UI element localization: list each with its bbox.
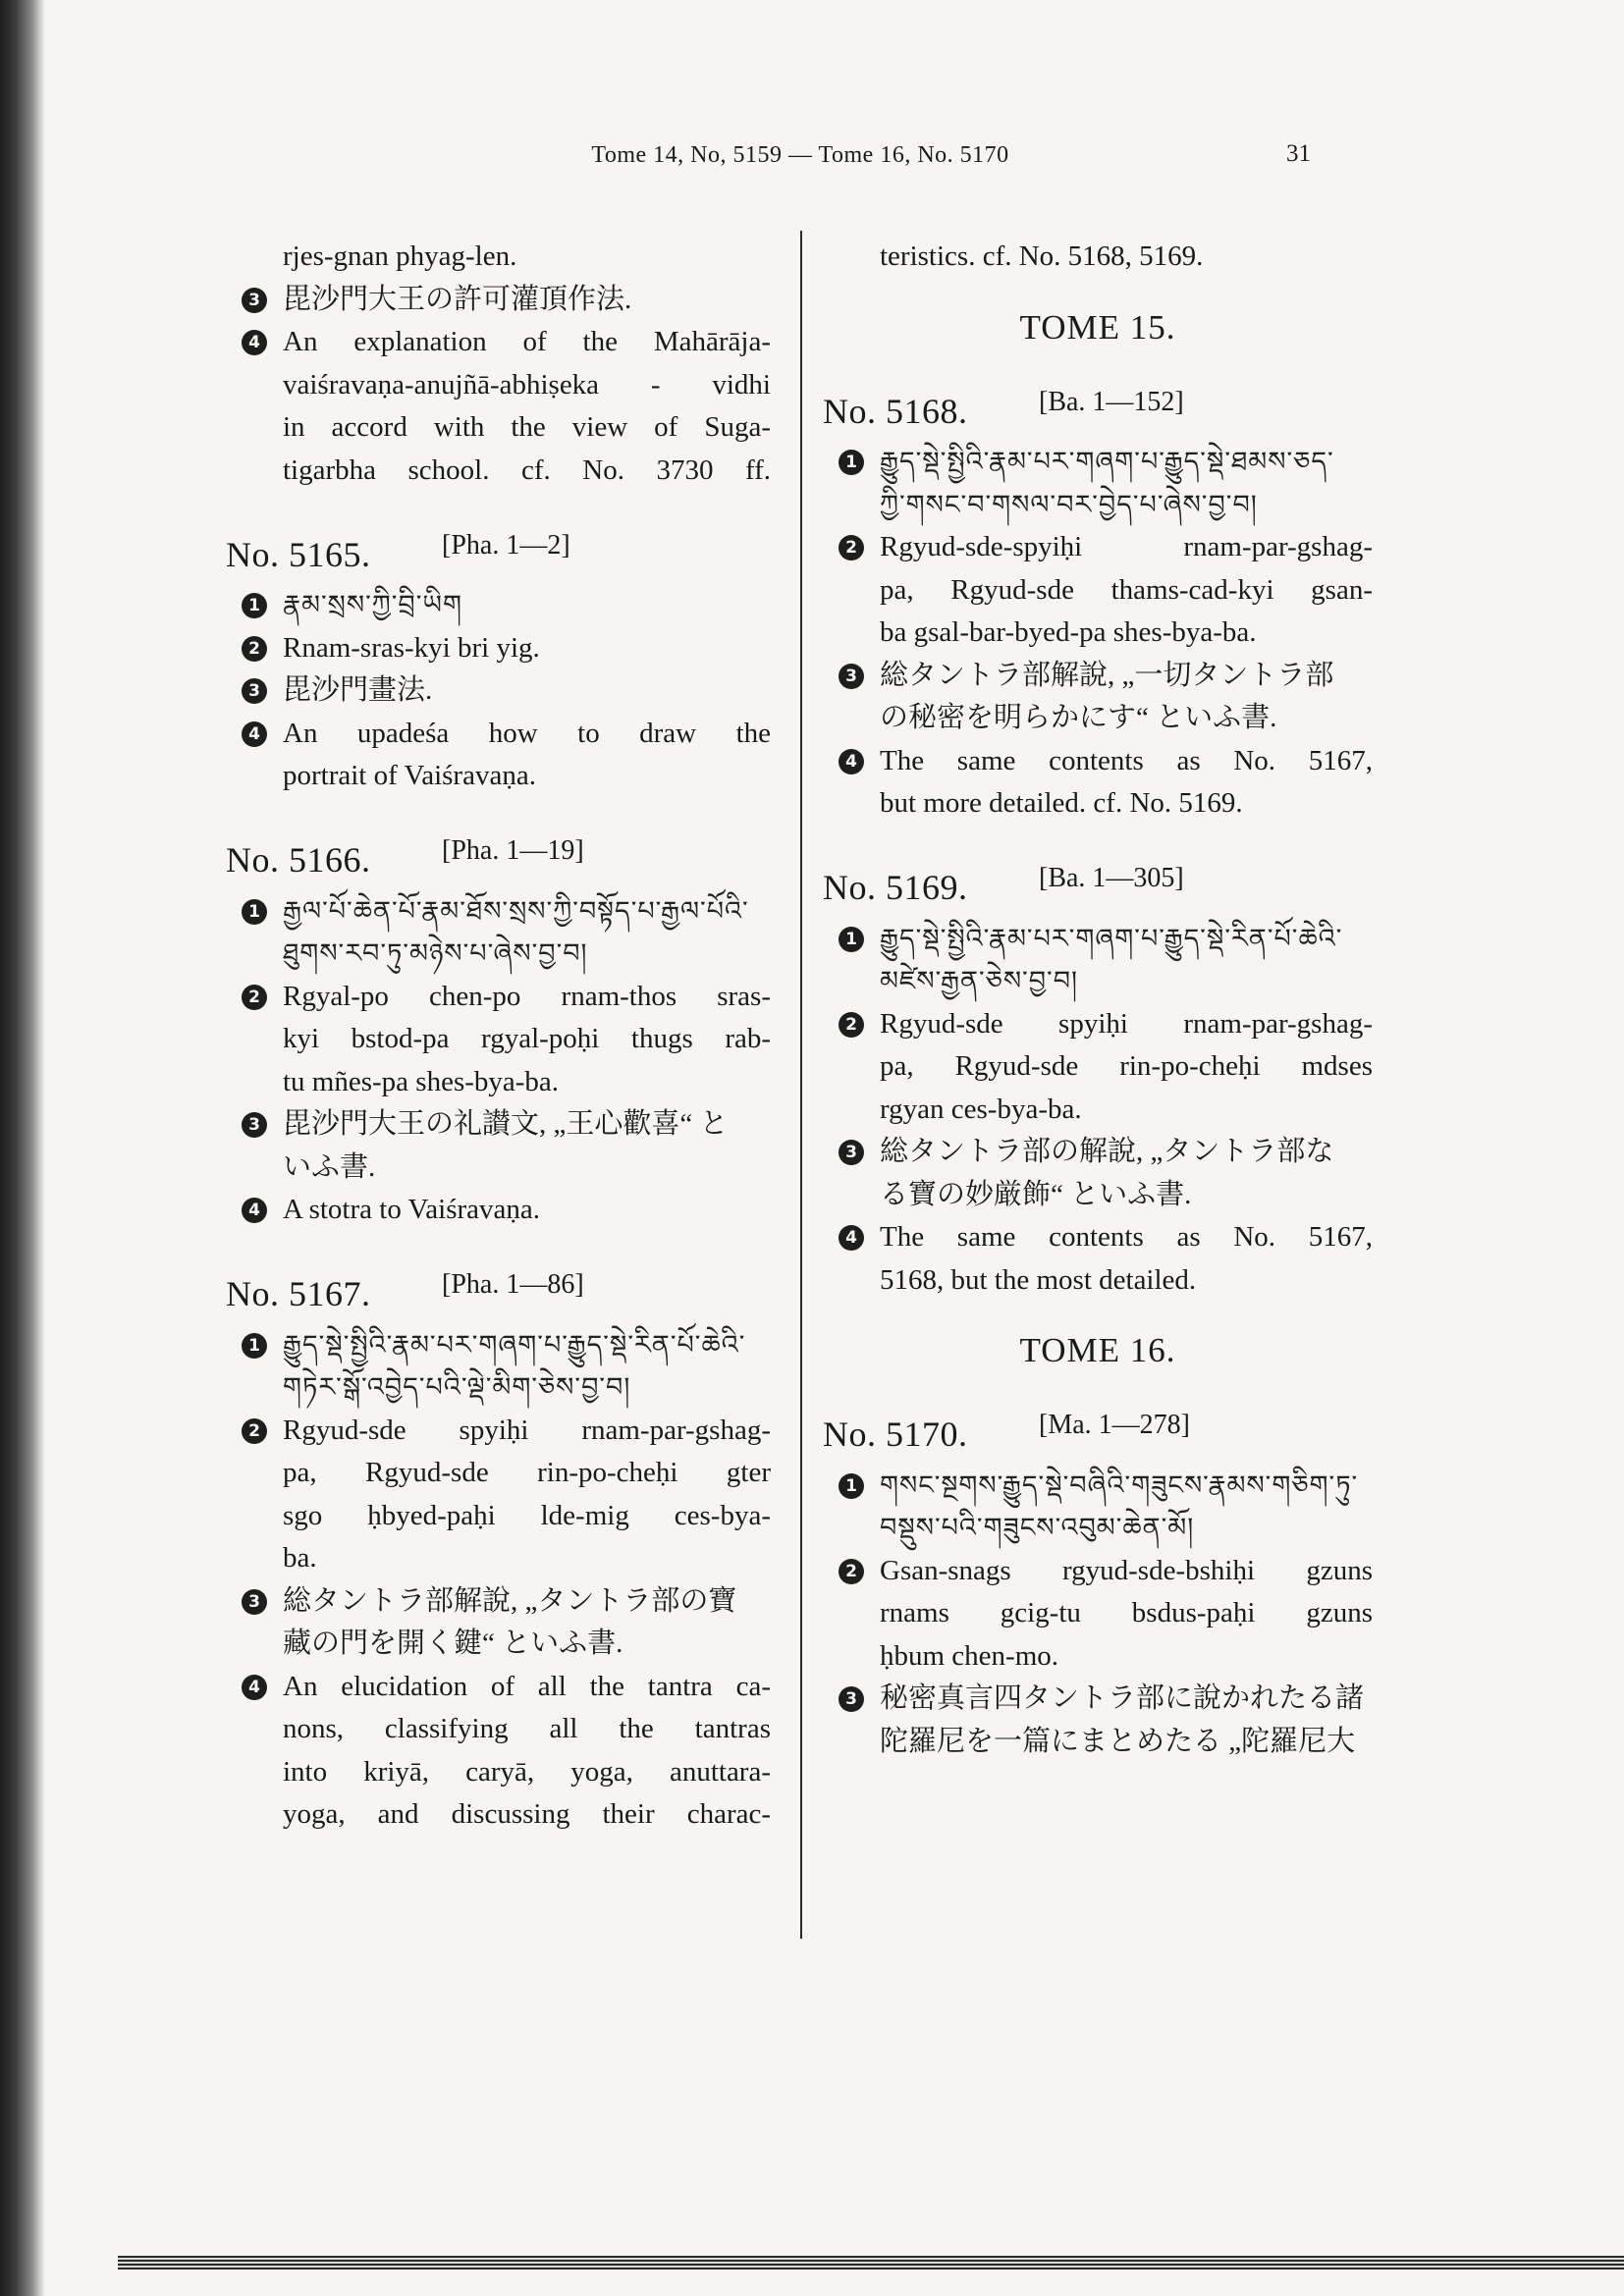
description-line: into kriyā, caryā, yoga, anuttara- (283, 1755, 771, 1788)
tibetan-title: རྒྱུད་སྡེ་སྤྱིའི་རྣམ་པར་གཞག་པ་རྒྱུད་སྡེ་རིན་པོ་ཆེའི་ (283, 1329, 746, 1360)
entry-reference: [Ma. 1—278] (1039, 1410, 1190, 1440)
japanese-title: 藏の門を開く鍵“ といふ書. (283, 1628, 623, 1659)
entry-heading (823, 378, 1373, 441)
list-item (226, 1410, 771, 1580)
entry-number: No. 5170. (823, 1415, 968, 1454)
entry-heading (226, 521, 771, 584)
japanese-title: 毘沙門大王の礼讃文, „王心歡喜“ と (283, 1108, 729, 1140)
item-marker-1: 1 (242, 899, 267, 925)
description-line: The same contents as No. 5167, (880, 744, 1373, 776)
list-item (226, 321, 771, 492)
entry-reference: [Pha. 1—2] (442, 529, 570, 561)
item-marker-3: 3 (242, 288, 267, 313)
list-item (226, 976, 771, 1104)
list-item (226, 713, 771, 798)
list-item (226, 1189, 771, 1232)
tome-heading: TOME 16. (1019, 1331, 1176, 1369)
item-marker-3: 3 (242, 1112, 267, 1138)
list-item (226, 1103, 771, 1189)
transliteration: rnams gcig-tu bsdus-paḥi gzuns (880, 1597, 1373, 1629)
description-line: An elucidation of all the tantra ca- (283, 1670, 771, 1702)
list-item (226, 584, 771, 627)
item-marker-4: 4 (242, 1198, 267, 1223)
entry-number: No. 5167. (226, 1274, 371, 1313)
tibetan-title: རྒྱུད་སྡེ་སྤྱིའི་རྣམ་པར་གཞག་པ་རྒྱུད་སྡེ་རིན་པོ་ཆེའི་ (880, 923, 1343, 953)
tome-heading: TOME 15. (1019, 307, 1176, 347)
left-column (226, 236, 771, 1837)
transliteration: pa, Rgyud-sde rin-po-cheḥi gter (283, 1457, 771, 1488)
entry-number: No. 5168. (823, 391, 968, 431)
tibetan-title: རྒྱལ་པོ་ཆེན་པོ་རྣམ་ཐོས་སྲས་ཀྱི་བསྟོད་པ་རྒྱལ་པོའི་ (283, 895, 749, 926)
entry-number: No. 5165. (226, 534, 371, 574)
description-line: The same contents as No. 5167, (880, 1221, 1373, 1253)
transliteration: sgo ḥbyed-paḥi lde-mig ces-bya- (283, 1499, 771, 1531)
item-marker-3: 3 (242, 1589, 267, 1615)
list-item (823, 1131, 1373, 1216)
list-item (226, 1324, 771, 1410)
transliteration: pa, Rgyud-sde thams-cad-kyi gsan- (880, 573, 1373, 606)
transliteration: tu mñes-pa shes-bya-ba. (283, 1065, 560, 1097)
item-marker-1: 1 (839, 450, 864, 475)
transliteration: ba gsal-bar-byed-pa shes-bya-ba. (880, 616, 1257, 648)
list-item (823, 441, 1373, 526)
description-line: vaiśravaṇa-anujñā-abhiṣeka - vidhi (283, 368, 771, 400)
column-divider (800, 231, 802, 1939)
list-item (226, 1666, 771, 1837)
running-head: Tome 14, No, 5159 — Tome 16, No. 5170 (591, 142, 1009, 168)
item-marker-1: 1 (242, 593, 267, 618)
item-marker-1: 1 (839, 927, 864, 952)
list-item (823, 655, 1373, 740)
item-marker-2: 2 (242, 1418, 267, 1444)
entry-number: No. 5169. (823, 868, 968, 907)
item-marker-3: 3 (242, 678, 267, 704)
description-line: in accord with the view of Suga- (283, 411, 771, 443)
japanese-title: 総タントラ部解說, „一切タントラ部 (880, 659, 1334, 691)
list-item (226, 890, 771, 976)
japanese-title: 毘沙門畫法. (283, 674, 433, 706)
item-marker-2: 2 (242, 636, 267, 662)
item-marker-4: 4 (242, 330, 267, 355)
item-marker-4: 4 (242, 1675, 267, 1700)
entry-reference: [Ba. 1—152] (1039, 386, 1184, 417)
tibetan-title: བསྡུས་པའི་གཟུངས་འབུམ་ཆེན་མོ། (880, 1513, 1195, 1542)
item-marker-4: 4 (839, 749, 864, 774)
description-line: but more detailed. cf. No. 5169. (880, 787, 1243, 819)
item-marker-2: 2 (839, 1012, 864, 1038)
tibetan-title: རྣམ་སྲས་ཀྱི་བྲི་ཡིག (283, 590, 462, 619)
entry-reference: [Pha. 1—86] (442, 1269, 584, 1300)
item-marker-3: 3 (839, 1140, 864, 1165)
list-item (823, 1003, 1373, 1132)
item-marker-4: 4 (242, 721, 267, 747)
entry-heading (226, 1261, 771, 1324)
list-item (823, 526, 1373, 655)
japanese-title: 総タントラ部解說, „タントラ部の寶 (283, 1584, 737, 1617)
item-marker-2: 2 (839, 1559, 864, 1584)
scan-bottom-edge (118, 2256, 1624, 2269)
japanese-title: 総タントラ部の解說, „タントラ部な (880, 1136, 1334, 1167)
transliteration: Gsan-snags rgyud-sde-bshiḥi gzuns (880, 1554, 1373, 1586)
list-item (226, 1580, 771, 1666)
transliteration: Rnam-sras-kyi bri yig. (283, 631, 540, 664)
scan-shadow-edge (0, 0, 45, 2296)
list-item (823, 1216, 1373, 1302)
transliteration: Rgyal-po chen-po rnam-thos sras- (283, 980, 771, 1012)
item-marker-3: 3 (839, 1686, 864, 1712)
list-item (823, 1678, 1373, 1763)
description-line: nons, classifying all the tantras (283, 1713, 771, 1744)
item-marker-1: 1 (839, 1473, 864, 1499)
transliteration: pa, Rgyud-sde rin-po-cheḥi mdses (880, 1050, 1373, 1082)
tibetan-title: གཏེར་སྒོ་འབྱེད་པའི་ལྡེ་མིག་ཅེས་བྱ་བ། (283, 1372, 631, 1402)
japanese-title: 毘沙門大王の許可灌頂作法. (283, 283, 632, 315)
transliteration: Rgyud-sde spyiḥi rnam-par-gshag- (880, 1007, 1373, 1040)
entry-heading (226, 828, 771, 890)
list-item (823, 918, 1373, 1003)
entry-number: No. 5166. (226, 840, 371, 880)
japanese-title: 秘密真言四タントラ部に說かれたる諸 (880, 1682, 1365, 1714)
japanese-title: いふ書. (283, 1150, 376, 1183)
japanese-title: る寶の妙厳飾“ といふ書. (880, 1178, 1192, 1210)
transliteration: ba. (283, 1542, 317, 1574)
item-marker-1: 1 (242, 1333, 267, 1359)
list-item (823, 740, 1373, 826)
transliteration: kyi bstod-pa rgyal-poḥi thugs rab- (283, 1023, 771, 1054)
list-item (823, 1550, 1373, 1679)
description-line: An explanation of the Mahārāja- (283, 326, 771, 357)
entry-heading (823, 855, 1373, 918)
description-line: yoga, and discussing their charac- (283, 1798, 771, 1830)
description-line: 5168, but the most detailed. (880, 1263, 1197, 1296)
transliteration: Rgyud-sde-spyiḥi rnam-par-gshag- (880, 531, 1373, 562)
right-column (823, 236, 1373, 1763)
list-item (226, 627, 771, 670)
list-item (226, 279, 771, 322)
continuation-line: rjes-gnan phyag-len. (283, 240, 517, 272)
description-line: portrait of Vaiśravaṇa. (283, 760, 536, 791)
japanese-title: 陀羅尼を一篇にまとめたる „陀羅尼大 (880, 1725, 1356, 1757)
tibetan-title: མཛེས་རྒྱན་ཅེས་བྱ་བ། (880, 966, 1079, 995)
entry-heading (823, 1402, 1373, 1465)
japanese-title: の秘密を明らかにす“ といふ書. (880, 702, 1277, 733)
item-marker-2: 2 (242, 985, 267, 1010)
transliteration: Rgyud-sde spyiḥi rnam-par-gshag- (283, 1414, 771, 1446)
description-line: An upadeśa how to draw the (283, 717, 771, 749)
page-number: 31 (1286, 140, 1311, 167)
list-item (823, 1465, 1373, 1550)
item-marker-2: 2 (839, 535, 864, 561)
entry-reference: [Ba. 1—305] (1039, 863, 1184, 893)
tibetan-title: ཀྱི་གསང་བ་གསལ་བར་བྱེད་པ་ཞེས་བྱ་བ། (880, 489, 1258, 519)
transliteration: ḥbum chen-mo. (880, 1639, 1059, 1672)
description-line: A stotra to Vaiśravaṇa. (283, 1194, 541, 1225)
item-marker-3: 3 (839, 664, 864, 689)
continuation-line: teristics. cf. No. 5168, 5169. (880, 240, 1204, 272)
tibetan-title: གསང་སྔགས་རྒྱུད་སྡེ་བཞིའི་གཟུངས་རྣམས་གཅིག་ཏུ་ (880, 1469, 1359, 1500)
tibetan-title: རྒྱུད་སྡེ་སྤྱིའི་རྣམ་པར་གཞག་པ་རྒྱུད་སྡེ་ཐམས་ཅད་ (880, 447, 1334, 476)
tibetan-title: ཐུགས་རབ་ཏུ་མཉེས་པ་ཞེས་བྱ་བ། (283, 938, 588, 968)
item-marker-4: 4 (839, 1225, 864, 1251)
entry-reference: [Pha. 1—19] (442, 835, 584, 866)
description-line: tigarbha school. cf. No. 3730 ff. (283, 454, 771, 486)
transliteration: rgyan ces-bya-ba. (880, 1093, 1082, 1125)
list-item (226, 669, 771, 713)
